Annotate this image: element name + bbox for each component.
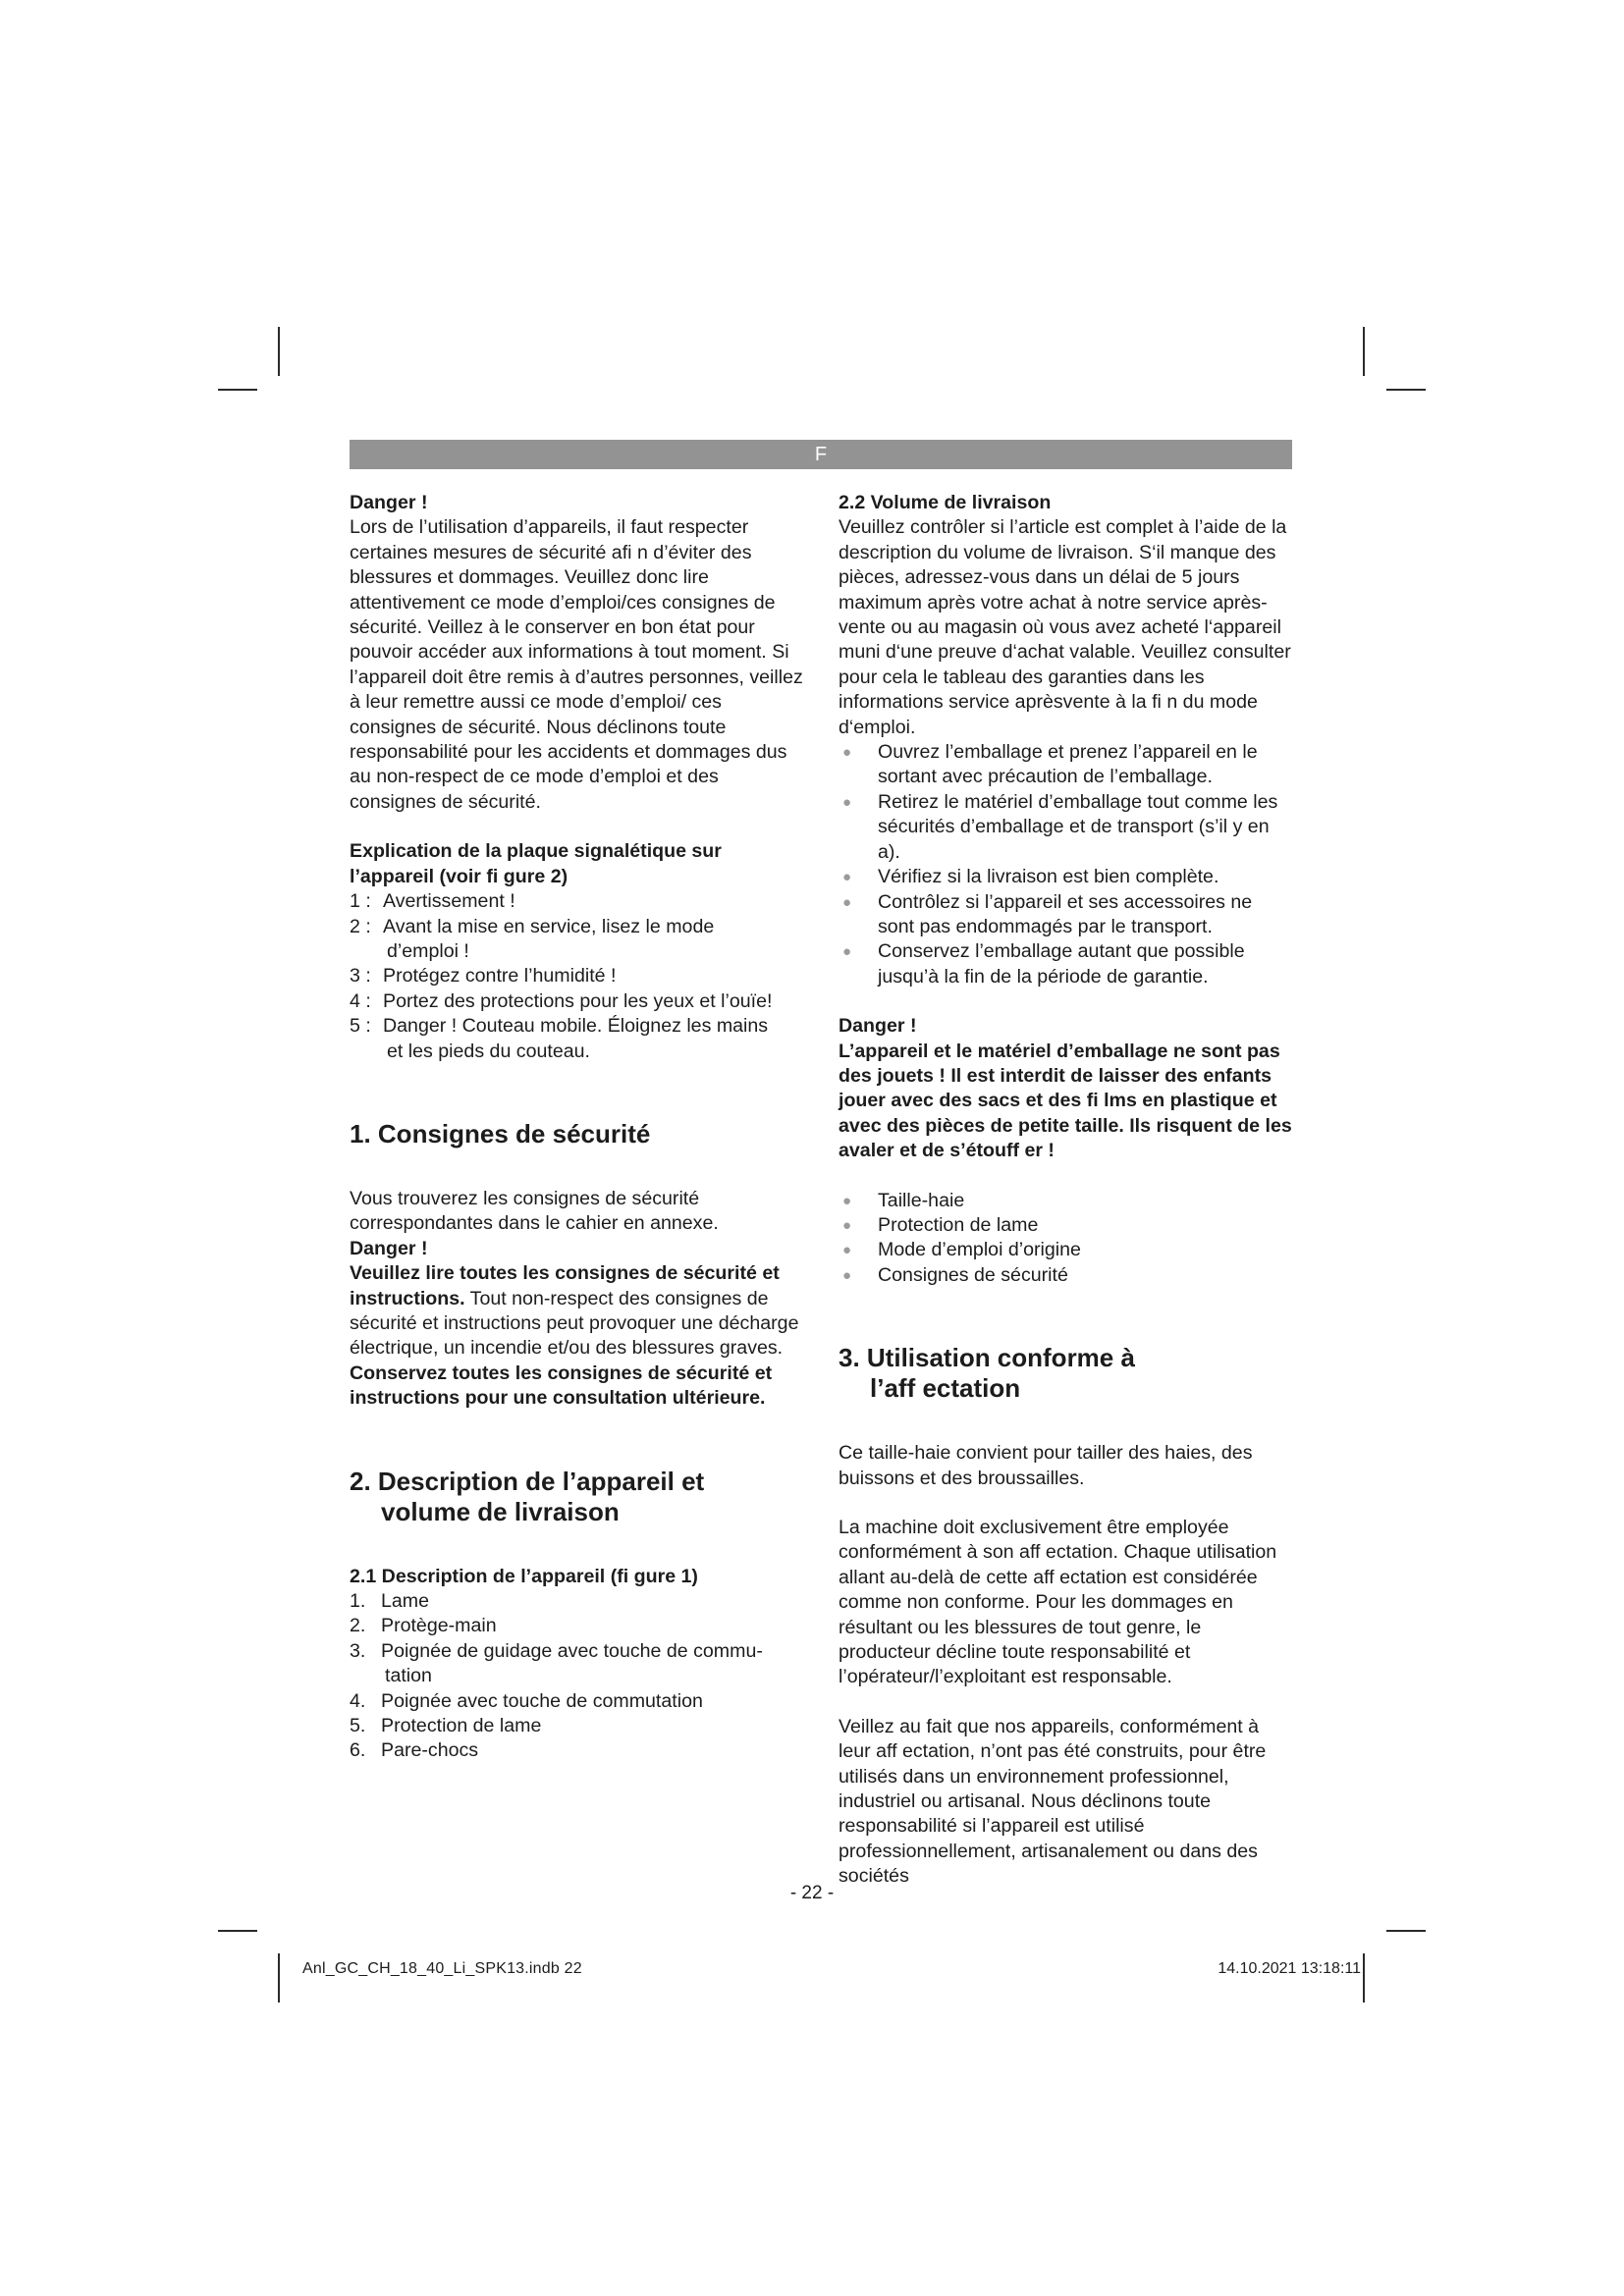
crop-mark [1386, 389, 1426, 391]
crop-mark [278, 327, 280, 376]
delivery-contents-list [839, 1189, 1292, 1289]
section-1-paragraph: Veuillez lire toutes les consignes de sécurité et instructions. Tout non-respect des consignes de sécurité et instructions peut provoquer une décharge électrique, un incendie et/ou des blessures graves. [350, 1262, 799, 1360]
unpacking-steps-list [839, 740, 1292, 989]
crop-mark [218, 1930, 257, 1932]
section-3-title: 3. Utilisation conforme à l’aff ectation [839, 1343, 1135, 1404]
bullet-icon: ● [842, 1216, 852, 1234]
bullet-icon: ● [842, 943, 852, 961]
subsection-2-2-paragraph: Veuillez contrôler si l’article est complet à l’aide de la description du volume de livraison. S‘il manque des pièces, adressez-vous dans un délai de 5 jours maximum après votre achat à notre service après-vente ou au magasin où vous avez acheté l‘appareil muni d‘une preuve d‘achat valable. Veuillez consulter pour cela le tableau des garanties dans les informations service aprèsvente à la fi n du mode d‘emploi. [839, 516, 1291, 738]
language-label: F [814, 444, 828, 465]
page-number: - 22 - [789, 1883, 835, 1903]
section-1-keep: Conservez toutes les consignes de sécurité et instructions pour une consultation ultérieure. [350, 1362, 773, 1410]
list-item: 4. Poignée avec touche de commutation [350, 1689, 703, 1712]
list-item: ● Protection de lame [839, 1213, 1292, 1238]
list-item: 1. Lame [350, 1590, 430, 1612]
bullet-icon: ● [842, 893, 852, 911]
list-item: 3 : Protégez contre l’humidité ! [350, 965, 617, 988]
crop-mark [1363, 1953, 1365, 2002]
bullet-icon: ● [842, 1266, 852, 1284]
danger-warning: L’appareil et le matériel d’emballage ne sont pas des jouets ! Il est interdit de laisser des enfants jouer avec des sacs et des fi lms en plastique et avec des pièces de petite taille. Ils risquent de les avaler et de s’étouff er ! [839, 1040, 1292, 1162]
list-item: 3. Poignée de guidage avec touche de commu- tation [350, 1639, 763, 1687]
section-3-paragraph: La machine doit exclusivement être employée conformément à son aff ectation. Chaque utilisation allant au-delà de cette aff ectation est considérée comme non conforme. Pour les dommages en résultant ou les blessures de tout genre, le producteur décline toute responsabilité et l’opérateur/l’exploitant est responsable. [839, 1517, 1277, 1688]
device-parts-list [350, 1589, 803, 1764]
section-1-danger: Danger ! [350, 1237, 428, 1259]
crop-mark [218, 389, 257, 391]
section-3-paragraph: Ce taille-haie convient pour tailler des haies, des buissons et des broussailles. [839, 1442, 1253, 1489]
subsection-2-2-title: 2.2 Volume de livraison [839, 492, 1052, 513]
language-header-bar [350, 440, 1292, 469]
subsection-2-1-title: 2.1 Description de l’appareil (fi gure 1) [350, 1565, 698, 1587]
crop-mark [278, 1953, 280, 2002]
list-item: 5. Protection de lame [350, 1715, 542, 1737]
crop-mark [1363, 327, 1365, 376]
section-3-paragraph: Veillez au fait que nos appareils, conformément à leur aff ectation, n’ont pas été construits, pour être utilisés dans un environnement professionnel, industriel ou artisanal. Nous déclinons toute responsabilité si l’appareil est utilisé professionnellement, artisanalement ou dans des sociétés [839, 1715, 1267, 1888]
bullet-icon: ● [842, 1242, 852, 1259]
plaque-list [350, 889, 803, 1064]
section-1-intro: Vous trouverez les consignes de sécurité correspondantes dans le cahier en annexe. [350, 1187, 719, 1235]
list-item: ● Retirez le matériel d’emballage tout comme les sécurités d’emballage et de transport (s’il y en a). [842, 790, 1278, 863]
bullet-icon: ● [842, 1192, 852, 1209]
crop-mark [1386, 1930, 1426, 1932]
danger-heading: Danger ! [350, 492, 428, 513]
file-name: Anl_GC_CH_18_40_Li_SPK13.indb 22 [302, 1960, 582, 1977]
section-1-title: 1. Consignes de sécurité [350, 1118, 651, 1148]
list-item: ● Contrôlez si l’appareil et ses accessoires ne sont pas endommagés par le transport. [842, 890, 1253, 937]
list-item: ● Ouvrez l’emballage et prenez l’appareil en le sortant avec précaution de l’emballage. [842, 741, 1258, 788]
list-item: 4 : Portez des protections pour les yeux et l’ouïe! [350, 989, 773, 1012]
list-item: 1 : Avertissement ! [350, 890, 515, 913]
left-column [350, 491, 803, 1764]
plaque-heading: Explication de la plaque signalétique sur l’appareil (voir fi gure 2) [350, 840, 722, 887]
danger-heading: Danger ! [839, 1015, 917, 1038]
bullet-icon: ● [842, 744, 852, 762]
bullet-icon: ● [842, 793, 852, 811]
list-item: 2 : Avant la mise en service, lisez le mode d’emploi ! [350, 915, 715, 962]
list-item: ● Taille-haie [839, 1189, 1292, 1213]
print-timestamp: 14.10.2021 13:18:11 [1218, 1960, 1361, 1977]
list-item: 2. Protège-main [350, 1615, 497, 1637]
bullet-icon: ● [842, 869, 852, 886]
list-item: 6. Pare-chocs [350, 1739, 479, 1762]
danger-paragraph: Lors de l’utilisation d’appareils, il faut respecter certaines mesures de sécurité afi n d’éviter des blessures et dommages. Veuillez donc lire attentivement ce mode d’emploi/ces consignes de sécurité. Veillez à le conserver en bon état pour pouvoir accéder aux informations à tout moment. Si l’appareil doit être remis à d’autres personnes, veillez à leur remettre aussi ce mode d’emploi/ ces consignes de sécurité. Nous déclinons toute responsabilité pour les accidents et dommages dus au non-respect de ce mode d’emploi et des consignes de sécurité. [350, 516, 803, 813]
right-column [839, 491, 1292, 1890]
list-item: ● Consignes de sécurité [839, 1263, 1292, 1288]
list-item: ● Conservez l’emballage autant que possible jusqu’à la fin de la période de garantie. [842, 940, 1245, 988]
list-item: 5 : Danger ! Couteau mobile. Éloignez les mains et les pieds du couteau. [350, 1015, 769, 1062]
section-2-title: 2. Description de l’appareil et volume de livraison [350, 1466, 705, 1526]
list-item: ● Mode d’emploi d’origine [839, 1238, 1292, 1262]
list-item: ● Vérifiez si la livraison est bien complète. [839, 865, 1292, 889]
